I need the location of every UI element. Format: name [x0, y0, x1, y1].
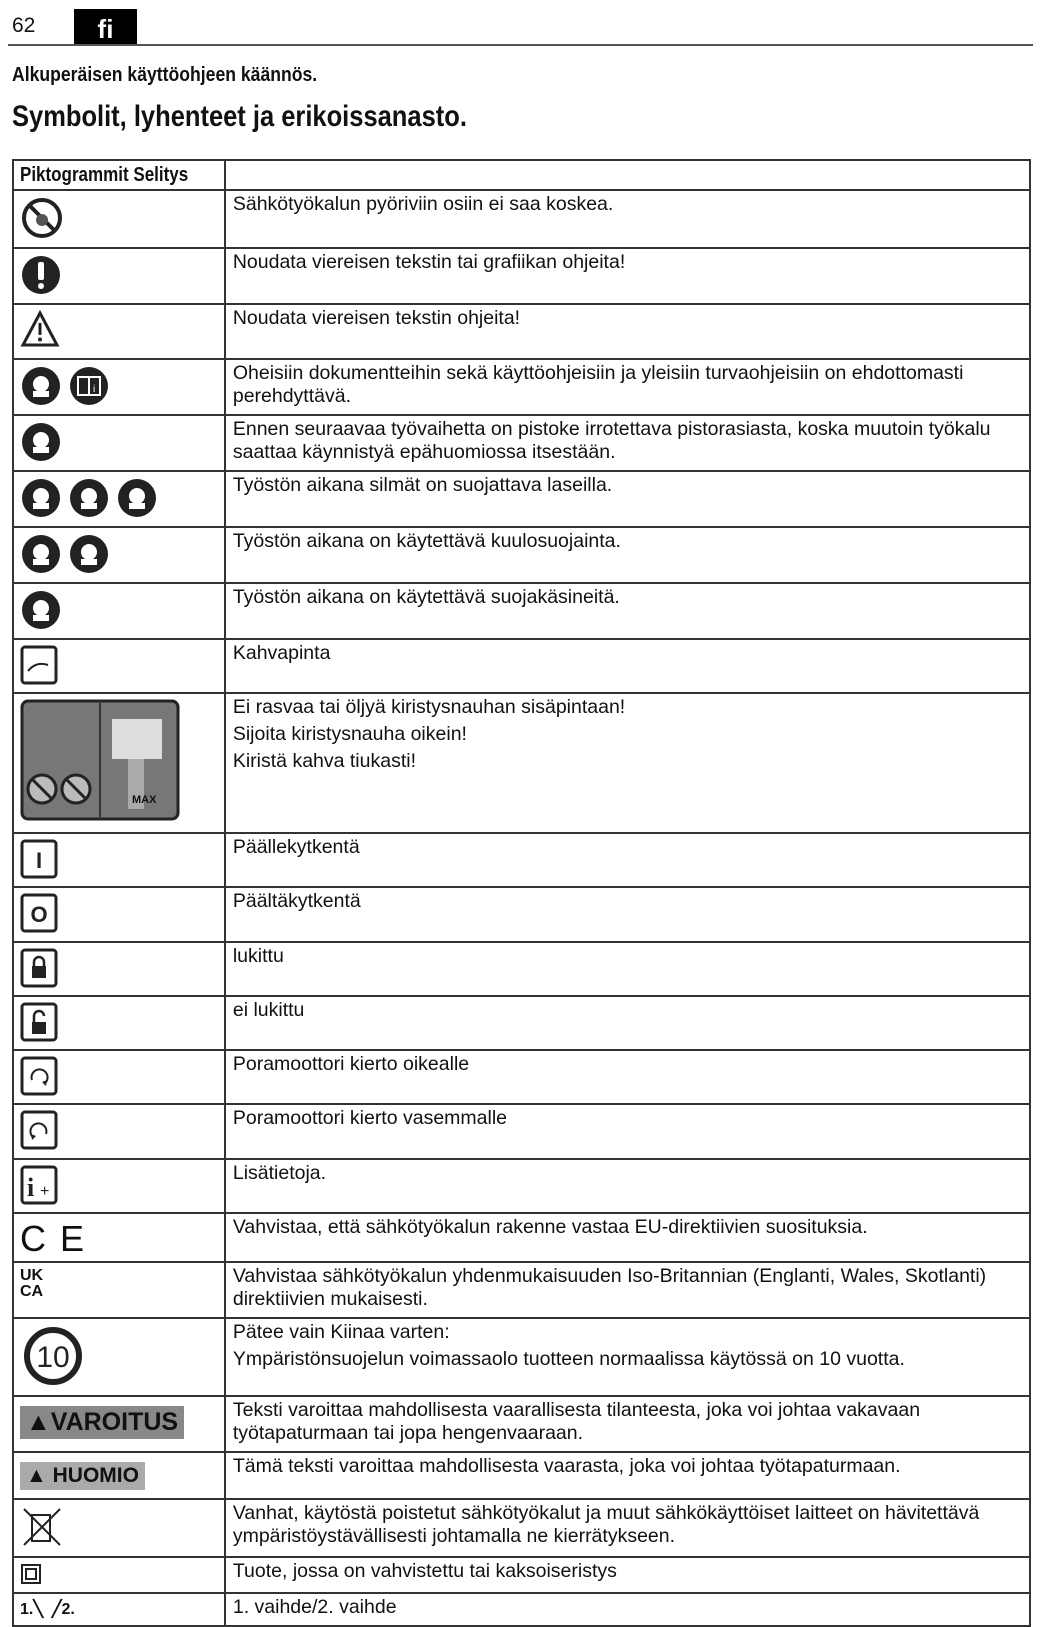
table-row	[13, 1104, 1030, 1159]
description-cell	[225, 693, 1030, 833]
svg-text:+: +	[40, 1183, 50, 1200]
pictogram-cell	[13, 527, 225, 583]
description-line: Poramoottori kierto vasemmalle	[232, 1107, 508, 1129]
power-on-icon	[20, 839, 58, 884]
table-row	[13, 1213, 1030, 1262]
weee-bin-icon	[20, 1505, 64, 1554]
page-title: Symbolit, lyhenteet ja erikoissanasto.	[12, 100, 467, 133]
column-header-blank	[225, 160, 1030, 190]
description-line: Työstön aikana on käytettävä suojakäsineitä.	[232, 586, 620, 608]
table-row	[13, 942, 1030, 996]
table-row	[13, 471, 1030, 527]
table-row	[13, 190, 1030, 248]
description-cell	[225, 1104, 1030, 1159]
ear-muff-icon	[68, 533, 110, 580]
description-line: Teksti varoittaa mahdollisesta vaarallisesta tilanteesta, joka voi johtaa vakavaan työtapaturmaan tai jopa hengenvaaraan.	[232, 1399, 921, 1444]
description-line: Työstön aikana on käytettävä kuulosuojainta.	[232, 530, 621, 552]
description-line: Ei rasvaa tai öljyä kiristysnauhan sisäpintaan!	[232, 696, 626, 718]
gear-1-2-icon: 1.╲ ╱2.	[20, 1601, 75, 1618]
description-cell	[225, 248, 1030, 304]
table-row	[13, 1593, 1030, 1626]
warning-badge: ▲VAROITUS	[20, 1402, 184, 1439]
table-row	[13, 1262, 1030, 1318]
power-off-icon	[20, 893, 58, 938]
table-row	[13, 1557, 1030, 1593]
grip-surface-icon	[20, 645, 58, 690]
table-row	[13, 248, 1030, 304]
pictogram-cell	[13, 1452, 225, 1499]
ear-protection-icon	[20, 533, 62, 580]
table-row	[13, 583, 1030, 639]
china-10-years-icon	[20, 1324, 86, 1393]
pictogram-cell	[13, 304, 225, 359]
description-cell	[225, 527, 1030, 583]
description-cell	[225, 359, 1030, 415]
description-cell	[225, 1262, 1030, 1318]
pictogram-cell	[13, 996, 225, 1050]
pictogram-cell	[13, 833, 225, 887]
table-row	[13, 887, 1030, 942]
pictogram-cell	[13, 415, 225, 471]
description-line: Poramoottori kierto oikealle	[232, 1053, 470, 1075]
pictogram-cell	[13, 1396, 225, 1452]
description-cell	[225, 639, 1030, 693]
svg-text:10: 10	[36, 1341, 70, 1374]
description-cell	[225, 1159, 1030, 1213]
description-cell	[225, 1318, 1030, 1396]
pictogram-cell	[13, 1213, 225, 1262]
goggles-icon	[20, 477, 62, 524]
svg-text:i: i	[27, 1173, 35, 1202]
no-touch-rotating-icon	[20, 196, 64, 245]
description-line: Noudata viereisen tekstin ohjeita!	[232, 307, 521, 329]
unlocked-icon	[20, 1002, 58, 1047]
table-row	[13, 1452, 1030, 1499]
read-manual-icon	[20, 365, 62, 412]
pictogram-cell	[13, 1262, 225, 1318]
description-cell	[225, 1499, 1030, 1557]
table-row	[13, 1050, 1030, 1104]
ce-mark-icon: C E	[20, 1218, 87, 1259]
description-cell	[225, 190, 1030, 248]
exclamation-icon	[20, 254, 62, 301]
description-cell	[225, 1050, 1030, 1104]
description-line: Ympäristönsuojelun voimassaolo tuotteen normaalissa käytössä on 10 vuotta.	[232, 1348, 905, 1370]
caution-badge: ▲ HUOMIO	[20, 1458, 145, 1490]
symbols-table	[12, 159, 1031, 1627]
pictogram-cell	[13, 190, 225, 248]
description-line: Ennen seuraavaa työvaihetta on pistoke irrotettava pistorasiasta, koska muutoin työkalu saattaa käynnistyä epähuomiossa itsestään.	[232, 418, 991, 463]
table-row	[13, 1499, 1030, 1557]
description-line: Työstön aikana silmät on suojattava laseilla.	[232, 474, 613, 496]
svg-text:O: O	[30, 902, 48, 927]
table-row	[13, 415, 1030, 471]
pictogram-cell	[13, 1159, 225, 1213]
description-line: Oheisiin dokumentteihin sekä käyttöohjeisiin ja yleisiin turvaohjeisiin on ehdottomasti perehdyttävä.	[232, 362, 964, 407]
description-line: Vahvistaa, että sähkötyökalun rakenne vastaa EU-direktiivien suosituksia.	[232, 1216, 868, 1238]
table-row	[13, 359, 1030, 415]
description-cell	[225, 1452, 1030, 1499]
description-cell	[225, 833, 1030, 887]
info-plus-icon	[20, 1165, 58, 1210]
face-shield-icon	[68, 477, 110, 524]
header-rule	[8, 44, 1033, 46]
warning-triangle-icon	[20, 310, 60, 353]
locked-icon	[20, 948, 58, 993]
table-row	[13, 833, 1030, 887]
unplug-icon	[20, 421, 62, 468]
pictogram-cell	[13, 1557, 225, 1593]
table-row	[13, 693, 1030, 833]
description-line: Vanhat, käytöstä poistetut sähkötyökalut ja muut sähkökäyttöiset laitteet on hävitettävä ympäristöystävällisesti johtamalla ne kierrätykseen.	[232, 1502, 980, 1547]
description-line: Tuote, jossa on vahvistettu tai kaksoiseristys	[232, 1560, 617, 1582]
pictogram-cell	[13, 359, 225, 415]
double-insulation-icon	[20, 1563, 42, 1590]
description-line: Kiristä kahva tiukasti!	[232, 750, 416, 772]
pictogram-cell	[13, 639, 225, 693]
pictogram-cell	[13, 1593, 225, 1626]
description-cell	[225, 942, 1030, 996]
column-header-pictograms: Piktogrammit Selitys	[13, 160, 225, 190]
description-line: Vahvistaa sähkötyökalun yhdenmukaisuuden Iso-Britannian (Englanti, Wales, Skotlanti) direktiivien mukaisesti.	[232, 1265, 987, 1310]
description-cell	[225, 1593, 1030, 1626]
language-tab: fi	[74, 9, 137, 46]
manual-info-icon	[68, 365, 110, 412]
rotate-right-icon	[20, 1056, 58, 1101]
description-line: Sijoita kiristysnauha oikein!	[232, 723, 467, 745]
description-cell	[225, 887, 1030, 942]
svg-text:MAX: MAX	[132, 794, 157, 806]
description-line: Päältäkytkentä	[232, 890, 361, 912]
pictogram-cell	[13, 1318, 225, 1396]
table-row	[13, 1396, 1030, 1452]
ukca-mark-icon: UK CA	[20, 1267, 44, 1300]
pictogram-cell	[13, 471, 225, 527]
mask-icon	[116, 477, 158, 524]
svg-text:i: i	[93, 384, 96, 395]
description-line: Kahvapinta	[232, 642, 331, 664]
pictogram-cell	[13, 1499, 225, 1557]
subtitle: Alkuperäisen käyttöohjeen käännös.	[12, 64, 318, 86]
table-row	[13, 996, 1030, 1050]
pictogram-cell	[13, 1050, 225, 1104]
pictogram-cell	[13, 583, 225, 639]
description-cell	[225, 1396, 1030, 1452]
description-line: Noudata viereisen tekstin tai grafiikan ohjeita!	[232, 251, 626, 273]
table-row	[13, 527, 1030, 583]
pictogram-cell	[13, 248, 225, 304]
description-line: lukittu	[232, 945, 284, 967]
description-line: Tämä teksti varoittaa mahdollisesta vaarasta, joka voi johtaa työtapaturmaan.	[232, 1455, 901, 1477]
description-cell	[225, 996, 1030, 1050]
description-cell	[225, 1557, 1030, 1593]
description-cell	[225, 1213, 1030, 1262]
page-number: 62	[12, 14, 36, 37]
description-line: Sähkötyökalun pyöriviin osiin ei saa koskea.	[232, 193, 614, 215]
table-row	[13, 304, 1030, 359]
pictogram-cell	[13, 942, 225, 996]
pictogram-cell	[13, 693, 225, 833]
description-line: 1. vaihde/2. vaihde	[232, 1596, 397, 1618]
description-line: ei lukittu	[232, 999, 305, 1021]
description-cell	[225, 583, 1030, 639]
description-cell	[225, 304, 1030, 359]
pictogram-cell	[13, 1104, 225, 1159]
side-handle-instruction-icon	[20, 699, 180, 826]
description-line: Päällekytkentä	[232, 836, 360, 858]
table-row	[13, 639, 1030, 693]
description-line: Pätee vain Kiinaa varten:	[232, 1321, 450, 1343]
description-cell	[225, 415, 1030, 471]
rotate-left-icon	[20, 1110, 58, 1155]
gloves-icon	[20, 589, 62, 636]
table-row	[13, 1159, 1030, 1213]
description-cell	[225, 471, 1030, 527]
svg-text:I: I	[35, 848, 43, 873]
table-row	[13, 1318, 1030, 1396]
pictogram-cell	[13, 887, 225, 942]
description-line: Lisätietoja.	[232, 1162, 327, 1184]
